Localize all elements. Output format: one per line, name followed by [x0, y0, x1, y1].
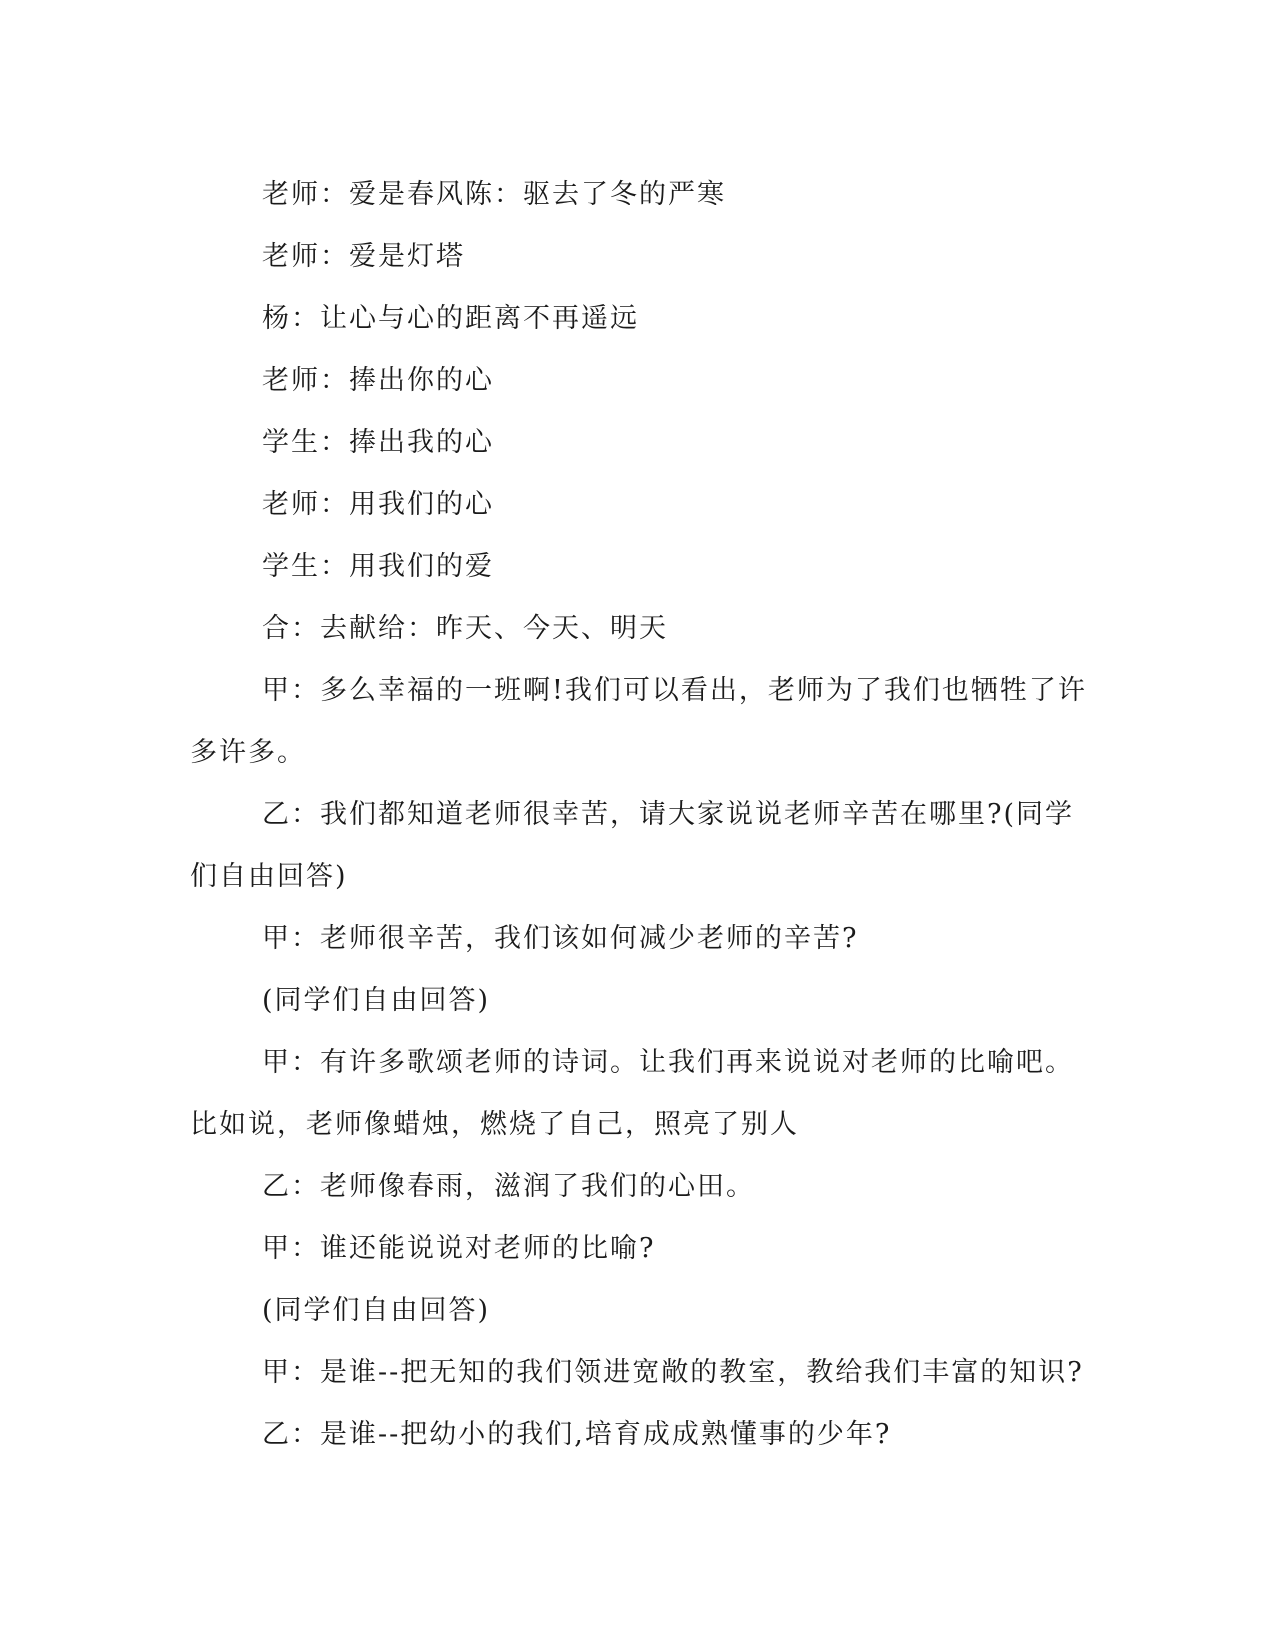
paragraph: 老师：捧出你的心: [262, 365, 494, 396]
paragraph: 老师：爱是灯塔: [262, 241, 465, 272]
paragraph: 学生：捧出我的心: [262, 427, 494, 458]
paragraph: 甲：多么幸福的一班啊!我们可以看出，老师为了我们也牺牲了许多许多。: [190, 675, 1087, 768]
paragraph: 甲：老师很辛苦，我们该如何减少老师的辛苦?: [262, 923, 859, 954]
paragraph: (同学们自由回答): [262, 985, 491, 1016]
paragraph: 甲：有许多歌颂老师的诗词。让我们再来说说对老师的比喻吧。比如说，老师像蜡烛，燃烧了自己，照亮了别人: [190, 1047, 1074, 1140]
paragraph: 老师：爱是春风陈：驱去了冬的严寒: [262, 179, 726, 210]
paragraph: 学生：用我们的爱: [262, 551, 494, 582]
paragraph: 甲：谁还能说说对老师的比喻?: [262, 1233, 656, 1264]
document-body: [190, 164, 1090, 1466]
paragraph: 乙：我们都知道老师很幸苦，请大家说说老师辛苦在哪里?(同学们自由回答): [190, 799, 1075, 892]
paragraph: 甲：是谁--把无知的我们领进宽敞的教室，教给我们丰富的知识?: [262, 1357, 1084, 1388]
paragraph: 合：去献给：昨天、今天、明天: [262, 613, 668, 644]
paragraph: 乙：老师像春雨，滋润了我们的心田。: [262, 1171, 755, 1202]
paragraph: 杨：让心与心的距离不再遥远: [262, 303, 639, 334]
paragraph: 老师：用我们的心: [262, 489, 494, 520]
paragraph: 乙：是谁--把幼小的我们,培育成成熟懂事的少年?: [262, 1419, 892, 1450]
paragraph: (同学们自由回答): [262, 1295, 491, 1326]
